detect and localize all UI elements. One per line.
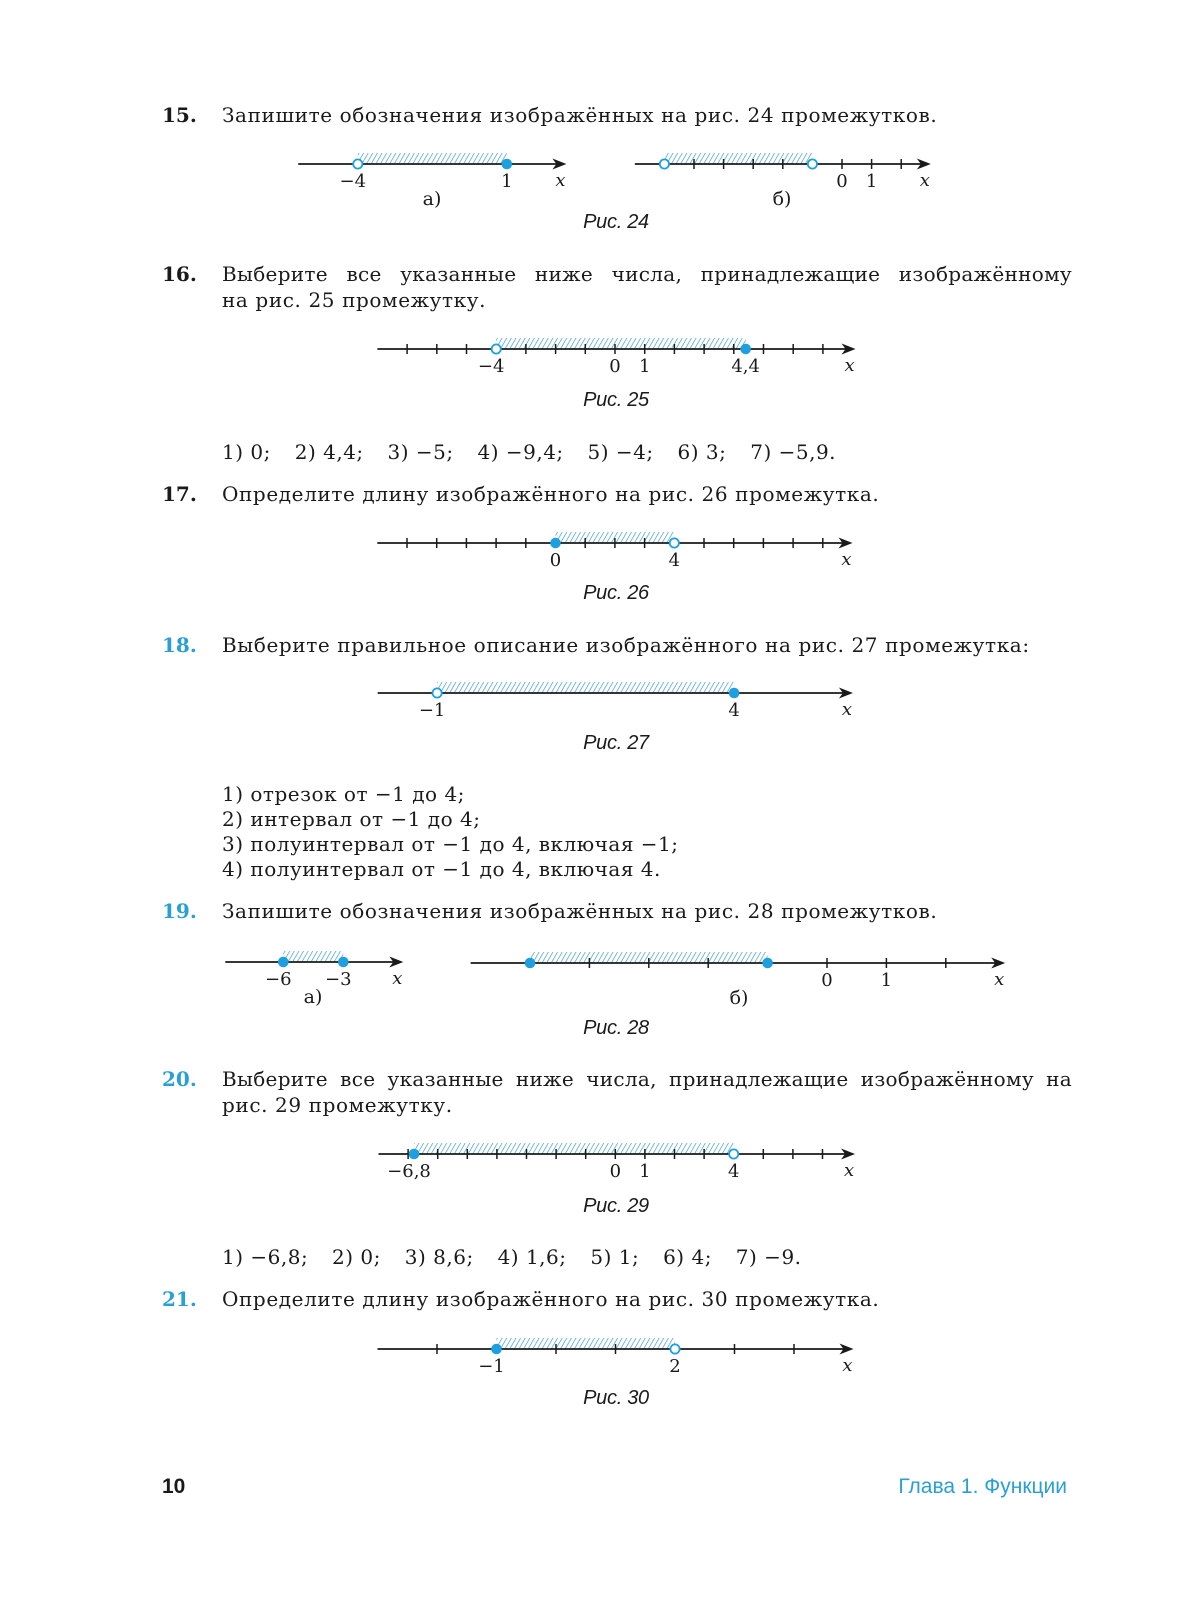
tick-label: 4,4 bbox=[731, 356, 761, 377]
number-line-fig25 bbox=[0, 319, 1200, 399]
exercise-text-line: Определите длину изображённого на рис. 30 промежутка. bbox=[222, 1287, 880, 1311]
axis-label: x bbox=[392, 968, 403, 989]
number-line-fig30 bbox=[0, 1319, 1200, 1399]
endpoint-open bbox=[492, 344, 501, 353]
endpoint-closed bbox=[525, 958, 536, 969]
axis-label: x bbox=[919, 170, 930, 191]
answer-option: 1) −6,8; bbox=[222, 1245, 309, 1269]
interval-hatching bbox=[496, 338, 745, 349]
axis-label: x bbox=[841, 549, 852, 570]
tick-label: −3 bbox=[325, 969, 352, 990]
axis-label: x bbox=[841, 699, 852, 720]
answer-option: 3) −5; bbox=[387, 440, 454, 464]
endpoint-closed bbox=[762, 958, 773, 969]
tick-label: 1 bbox=[865, 171, 878, 192]
tick-label: 0 bbox=[609, 1161, 622, 1182]
answer-option: 4) 1,6; bbox=[497, 1245, 567, 1269]
exercise-text-line: Запишите обозначения изображённых на рис. 28 промежутков. bbox=[222, 899, 938, 923]
interval-hatching bbox=[414, 1143, 734, 1154]
endpoint-open bbox=[670, 1344, 679, 1353]
exercise-text-line: рис. 29 промежутку. bbox=[222, 1093, 453, 1117]
tick-label: 1 bbox=[880, 970, 893, 991]
answer-option: 1) отрезок от −1 до 4; bbox=[222, 782, 465, 806]
figure-caption: Рис. 26 bbox=[583, 582, 649, 604]
interval-hatching bbox=[497, 1338, 676, 1349]
endpoint-open bbox=[729, 1149, 738, 1158]
exercise-number: 17. bbox=[162, 482, 197, 506]
answer-option: 1) 0; bbox=[222, 440, 271, 464]
tick-label: 4 bbox=[727, 1161, 740, 1182]
interval-hatching bbox=[437, 682, 734, 693]
answer-option: 4) полуинтервал от −1 до 4, включая 4. bbox=[222, 857, 661, 881]
endpoint-closed bbox=[729, 688, 740, 699]
tick-label: 4 bbox=[728, 700, 740, 721]
exercise-text-line: Запишите обозначения изображённых на рис. 24 промежутков. bbox=[222, 103, 938, 127]
answer-option: 2) интервал от −1 до 4; bbox=[222, 807, 481, 831]
answer-option: 5) 1; bbox=[590, 1245, 640, 1269]
exercise-number: 21. bbox=[162, 1287, 197, 1311]
answer-option: 7) −5,9. bbox=[750, 440, 837, 464]
tick-label: 0 bbox=[821, 970, 833, 991]
answer-option: 5) −4; bbox=[587, 440, 654, 464]
endpoint-closed bbox=[491, 1344, 502, 1355]
tick-label: −4 bbox=[477, 356, 505, 377]
figure-caption: Рис. 29 bbox=[583, 1195, 649, 1217]
number-line-fig29 bbox=[0, 1124, 1200, 1204]
panel-sublabel: б) bbox=[729, 987, 749, 1009]
answer-option: 7) −9. bbox=[735, 1245, 802, 1269]
panel-sublabel: б) bbox=[772, 188, 792, 210]
tick-label: 4 bbox=[668, 550, 681, 571]
interval-hatching bbox=[664, 153, 812, 164]
axis-label: x bbox=[994, 969, 1005, 990]
exercise-text-line: Выберите правильное описание изображённого на рис. 27 промежутка: bbox=[222, 633, 1030, 657]
number-line-fig24b bbox=[0, 134, 1200, 214]
exercise-text-line: Выберите все указанные ниже числа, принадлежащие изображённому на bbox=[222, 1067, 1072, 1091]
axis-label: x bbox=[843, 1160, 855, 1181]
figure-caption: Рис. 30 bbox=[583, 1387, 649, 1409]
endpoint-open bbox=[670, 538, 679, 547]
number-line-fig28b bbox=[0, 933, 1200, 1013]
answer-option: 3) 8,6; bbox=[404, 1245, 474, 1269]
axis-label: x bbox=[842, 1355, 853, 1376]
axis-label: x bbox=[844, 355, 855, 376]
figure-caption: Рис. 24 bbox=[583, 211, 649, 233]
endpoint-open bbox=[660, 159, 669, 168]
tick-label: 0 bbox=[609, 356, 621, 377]
tick-label: 0 bbox=[549, 550, 562, 571]
panel-sublabel: а) bbox=[422, 188, 442, 210]
number-line-fig26 bbox=[0, 513, 1200, 593]
number-line-fig27 bbox=[0, 663, 1200, 743]
tick-label: 0 bbox=[836, 171, 848, 192]
tick-label: 2 bbox=[669, 1356, 681, 1377]
answer-option: 2) 4,4; bbox=[294, 440, 364, 464]
tick-label: −6,8 bbox=[387, 1161, 431, 1182]
endpoint-open bbox=[433, 688, 442, 697]
exercise-number: 16. bbox=[162, 262, 197, 286]
endpoint-closed bbox=[409, 1149, 420, 1160]
exercise-number: 19. bbox=[162, 899, 197, 923]
tick-label: −1 bbox=[418, 700, 446, 721]
figure-caption: Рис. 27 bbox=[583, 732, 649, 754]
endpoint-closed bbox=[550, 538, 561, 549]
endpoint-closed bbox=[740, 344, 751, 355]
panel-sublabel: а) bbox=[303, 986, 323, 1008]
running-title: Глава 1. Функции bbox=[898, 1475, 1067, 1498]
tick-label: −6 bbox=[265, 969, 292, 990]
tick-label: −4 bbox=[339, 171, 367, 192]
tick-label: 1 bbox=[501, 171, 513, 192]
tick-label: 1 bbox=[639, 1161, 651, 1182]
answer-option: 6) 4; bbox=[663, 1245, 712, 1269]
exercise-number: 15. bbox=[162, 103, 197, 127]
answer-option: 4) −9,4; bbox=[477, 440, 564, 464]
answer-option: 3) полуинтервал от −1 до 4, включая −1; bbox=[222, 832, 679, 856]
figure-caption: Рис. 28 bbox=[583, 1017, 649, 1039]
page-number: 10 bbox=[162, 1475, 186, 1498]
answer-option: 2) 0; bbox=[332, 1245, 381, 1269]
tick-label: −1 bbox=[478, 1356, 505, 1377]
exercise-text-line: Определите длину изображённого на рис. 26 промежутка. bbox=[222, 482, 880, 506]
exercise-text-line: Выберите все указанные ниже числа, принадлежащие изображённому bbox=[222, 262, 1072, 286]
exercise-text-line: на рис. 25 промежутку. bbox=[222, 288, 487, 312]
figure-caption: Рис. 25 bbox=[583, 389, 649, 411]
endpoint-open bbox=[808, 159, 817, 168]
tick-label: 1 bbox=[638, 356, 651, 377]
answer-option: 6) 3; bbox=[677, 440, 727, 464]
exercise-number: 18. bbox=[162, 633, 197, 657]
axis-label: x bbox=[555, 170, 566, 191]
exercise-number: 20. bbox=[162, 1067, 197, 1091]
